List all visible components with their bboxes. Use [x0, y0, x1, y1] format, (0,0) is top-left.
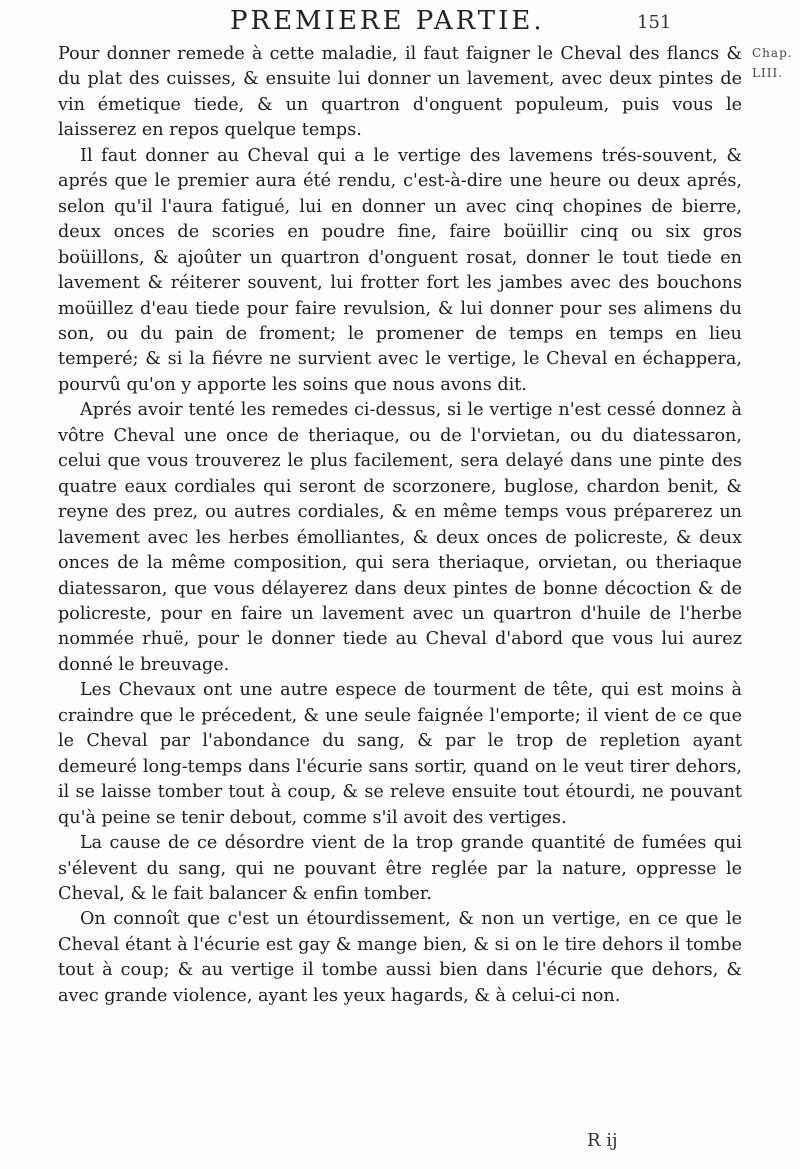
paragraph: Les Chevaux ont une autre espece de tourment de tête, qui est moins à craindre que le précedent, & une seule faignée l'emporte; il vient de ce que le Cheval par l'abondance du sang, & par le trop de repletion ayant demeuré long-temps dans l'écurie sans sortir, quand on le veut tirer dehors, il se laisse tomber tout à coup, & se releve ensuite tout étourdi, ne pouvant qu'à peine se tenir debout, comme s'il avoit des vertiges. [58, 680, 742, 828]
running-title: PREMIERE PARTIE. [230, 6, 545, 36]
paragraph: Aprés avoir tenté les remedes ci-dessus, si le vertige n'est cessé donnez à vôtre Cheval une once de theriaque, ou de l'orvietan, ou du diatessaron, celui que vous trouverez le plus facilement, sera delayé dans une pinte des quatre eaux cordiales qui seront de scorzonere, buglose, chardon benit, & reyne des prez, ou autres cordiales, & en même temps vous préparerez un lavement avec les herbes émolliantes, & deux onces de policreste, & deux onces de la même composition, qui sera theriaque, orvietan, ou theriaque diatessaron, que vous délayerez dans deux pintes de bonne décoction & de policreste, pour en faire un lavement avec un quartron d'huile de l'herbe nommée rhuë, pour le donner tiede au Cheval d'abord que vous lui aurez donné le breuvage. [58, 400, 742, 675]
signature-mark: R ij [587, 1130, 618, 1151]
page-number: 151 [637, 12, 672, 33]
margin-chapter-number: LIII. [752, 66, 784, 80]
body-text [58, 42, 742, 1009]
margin-chapter-label: Chap. [752, 46, 793, 60]
paragraph: La cause de ce désordre vient de la trop grande quantité de fumées qui s'élevent du sang, qui ne pouvant être reglée par la nature, oppresse le Cheval, & le fait balancer & enfin tomber. [58, 833, 742, 904]
paragraph: Il faut donner au Cheval qui a le vertige des lavemens trés-souvent, & aprés que le premier aura été rendu, c'est-à-dire une heure ou deux aprés, selon qu'il l'aura fatigué, lui en donner un avec cinq chopines de bierre, deux onces de scories en poudre fine, faire boüillir cinq ou six gros boüillons, & ajoûter un quartron d'onguent rosat, donner le tout tiede en lavement & réiterer souvent, lui frotter fort les jambes avec des bouchons moüillez d'eau tiede pour faire revulsion, & lui donner pour ses alimens du son, ou du pain de froment; le promener de temps en temps en lieu temperé; & si la fiévre ne survient avec le vertige, le Cheval en échappera, pourvû qu'on y apporte les soins que nous avons dit. [58, 145, 742, 395]
paragraph: Pour donner remede à cette maladie, il faut faigner le Cheval des flancs & du plat des cuisses, & ensuite lui donner un lavement, avec deux pintes de vin émetique tiede, & un quartron d'onguent populeum, puis vous le laisserez en repos quelque temps. [58, 44, 742, 141]
paragraph: On connoît que c'est un étourdissement, & non un vertige, en ce que le Cheval étant à l'écurie est gay & mange bien, & si on le tire dehors il tombe tout à coup; & au vertige il tombe aussi bien dans l'écurie que dehors, & avec grande violence, ayant les yeux hagards, & à celui-ci non. [58, 909, 742, 1006]
